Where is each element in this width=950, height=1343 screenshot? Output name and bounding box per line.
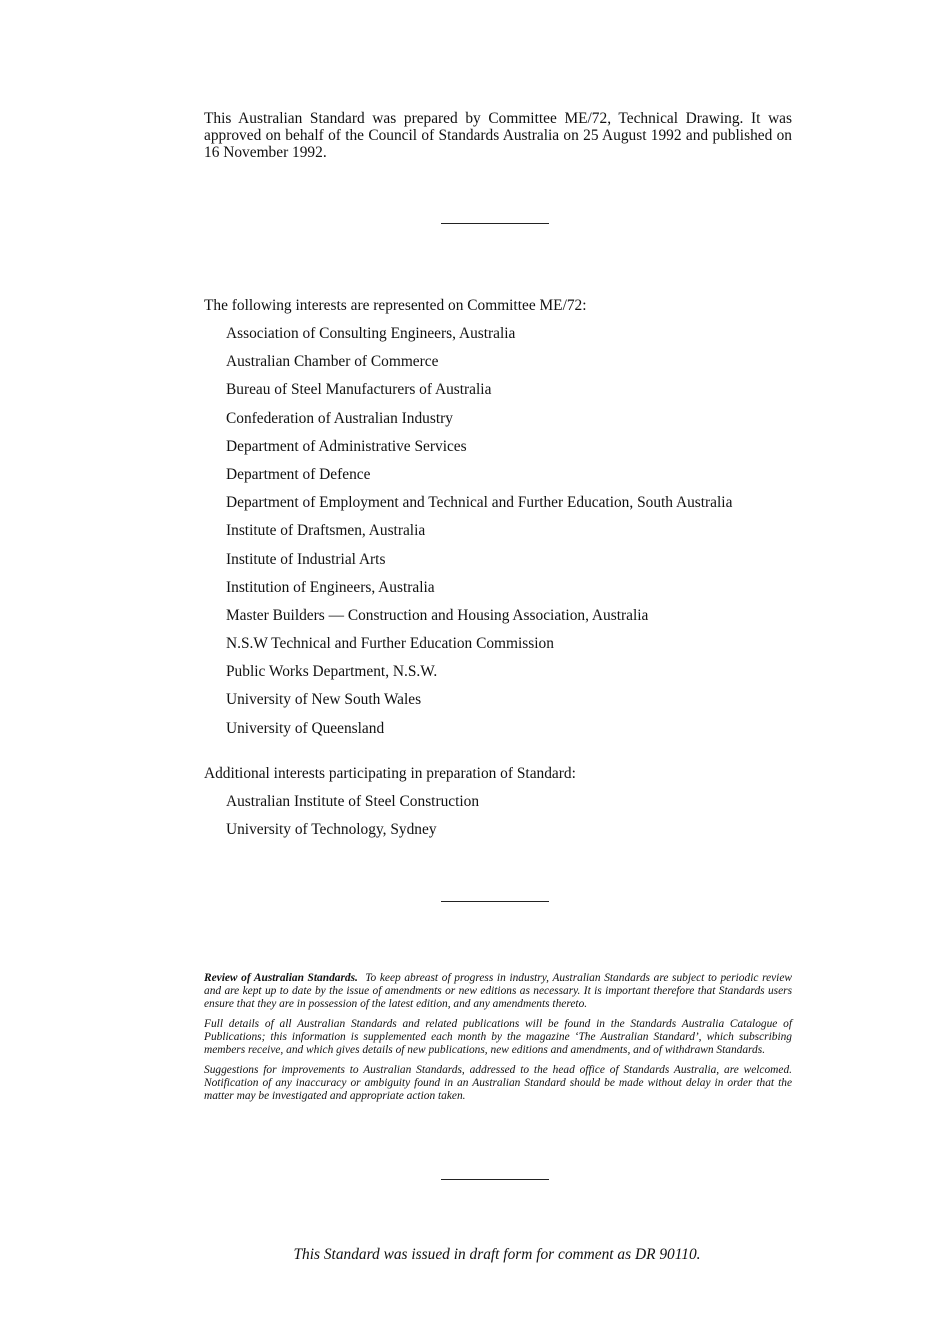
committee-member: N.S.W Technical and Further Education Commission [226,635,554,653]
committee-member: University of New South Wales [226,691,422,709]
committee-section [204,296,804,747]
approval-statement: This Australian Standard was prepared by Committee ME/72, Technical Drawing. It was approved on behalf of the Council of Standards Australia on 25 August 1992 and published on 16 November 1992. [204,110,792,161]
committee-member: Association of Consulting Engineers, Australia [226,325,516,342]
review-text-1: To keep abreast of progress in industry, Australian Standards are subject to periodic review and are kept up to date by the issue of amendments or new editions as necessary. It is important therefore that Standards users ensure that they are in possession of the latest edition, and any amendments thereto. [204,972,793,1010]
committee-member: Department of Defence [226,465,371,483]
review-notice [204,972,792,1110]
draft-note: This Standard was issued in draft form for comment as DR 90110. [293,1246,701,1263]
committee-member: Institute of Industrial Arts [226,550,386,568]
committee-member: Master Builders — Construction and Housing Association, Australia [226,606,649,624]
additional-interests-section [204,764,804,848]
additional-member: Australian Institute of Steel Construction [226,793,480,810]
committee-member: Australian Chamber of Commerce [226,353,439,371]
section-divider [441,901,549,902]
committee-heading: The following interests are represented on Committee ME/72: [204,297,587,314]
committee-member: Department of Administrative Services [226,437,467,455]
committee-member: Bureau of Steel Manufacturers of Australia [226,381,492,399]
committee-member: Department of Employment and Technical and Further Education, South Australia [226,494,733,512]
additional-interests-heading: Additional interests participating in preparation of Standard: [204,765,576,782]
additional-member: University of Technology, Sydney [226,821,437,839]
committee-member: University of Queensland [226,719,385,737]
committee-member: Public Works Department, N.S.W. [226,663,438,681]
committee-member-list [204,324,804,747]
review-paragraph-2: Full details of all Australian Standards and related publications will be found in the Standards Australia Catalogue of Publications; this information is supplemented each month by the magazine ‘The Australian Standard’, which subscribing members receive, and which gives details of new publications, new editions and amendments, and of withdrawn Standards. [204,1018,792,1056]
section-divider [441,1179,549,1180]
review-paragraph-3: Suggestions for improvements to Australian Standards, addressed to the head office of Standards Australia, are welcomed. Notification of any inaccuracy or ambiguity found in an Australian Standard should be made without delay in order that the matter may be investigated and appropriate action taken. [204,1064,792,1102]
committee-member: Institute of Draftsmen, Australia [226,522,426,540]
committee-member: Confederation of Australian Industry [226,409,453,427]
additional-member-list [204,792,804,848]
committee-member: Institution of Engineers, Australia [226,578,435,596]
review-paragraph-1 [204,972,792,1011]
review-lead: Review of Australian Standards. [204,972,358,984]
section-divider [441,223,549,224]
